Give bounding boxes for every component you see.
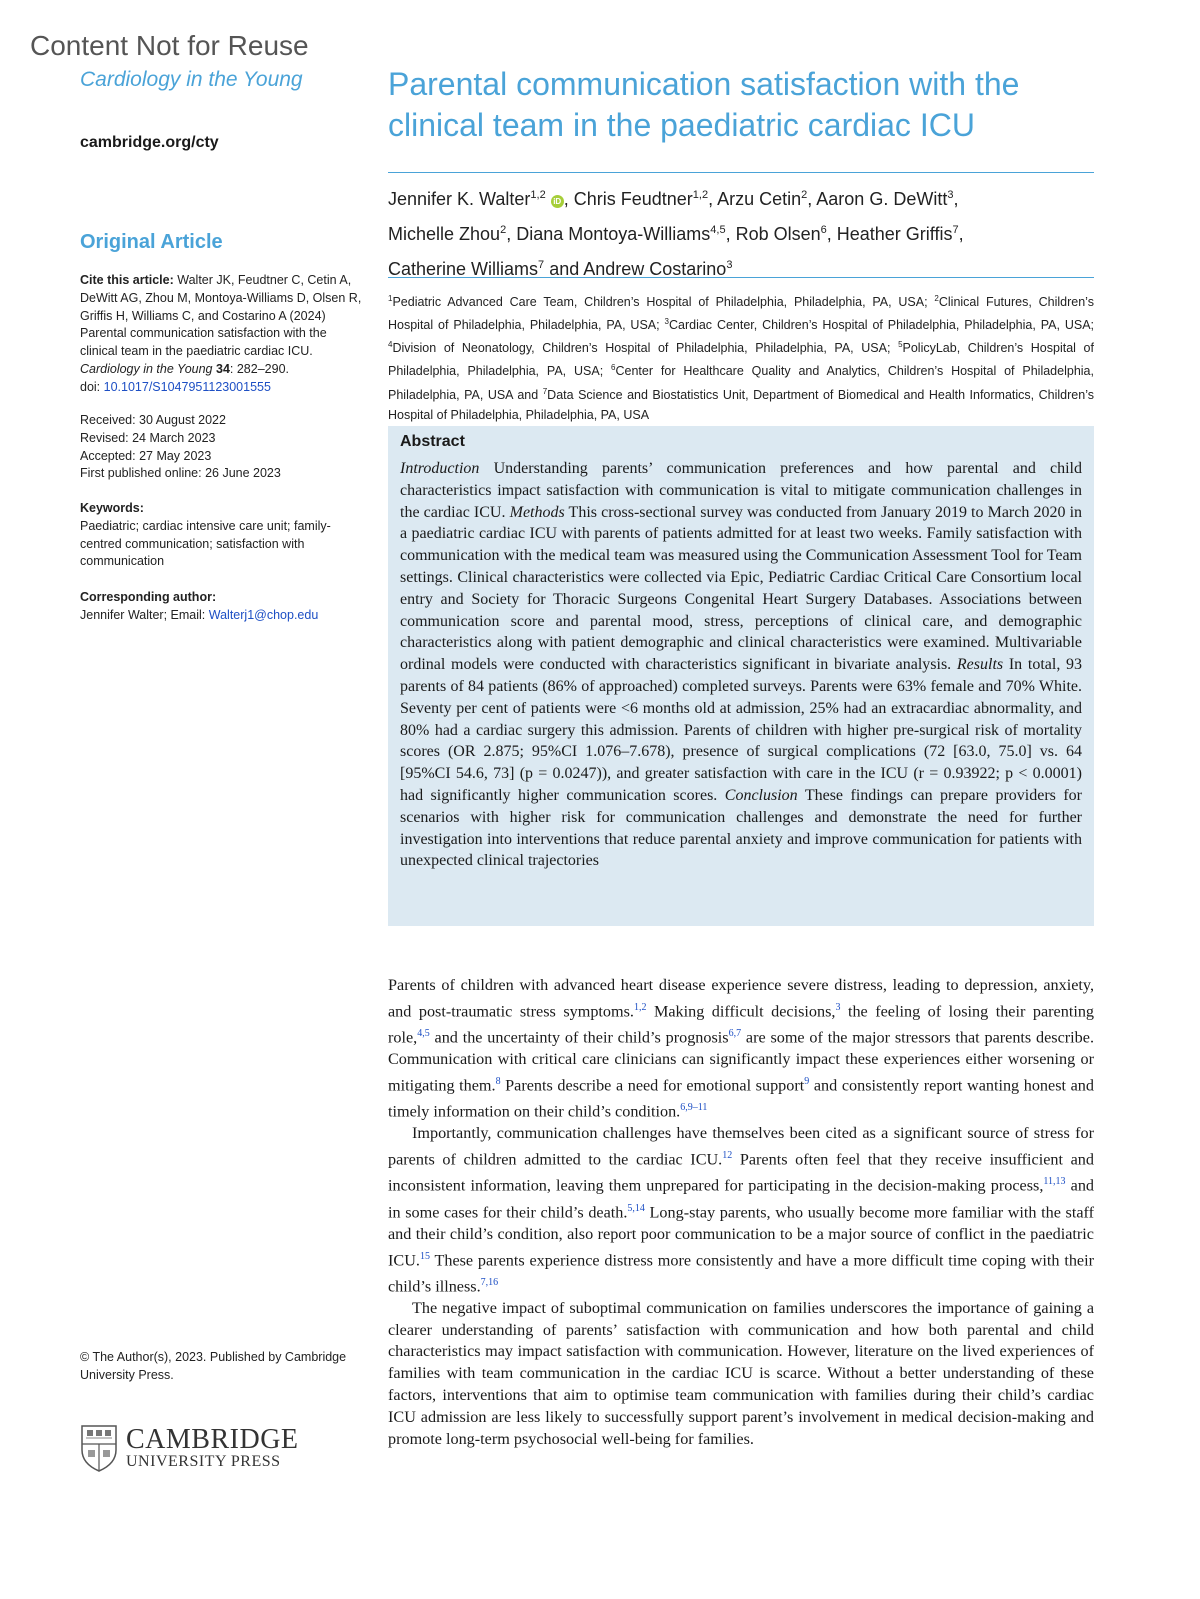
abstract-methods-label: Methods <box>509 503 565 521</box>
abstract-results-label: Results <box>956 656 1004 674</box>
corresponding-label: Corresponding author: <box>80 590 217 604</box>
body-text-run: Making difficult decisions, <box>646 1002 836 1021</box>
citation-ref[interactable]: 11,13 <box>1043 1176 1066 1188</box>
journal-site-url[interactable]: cambridge.org/cty <box>80 134 219 151</box>
author-name: Heather Griffis <box>836 224 953 244</box>
citation-ref[interactable]: 12 <box>722 1150 733 1162</box>
body-text-run: and in some cases for their child’s death. <box>388 1176 1095 1221</box>
logo-main-text: CAMBRIDGE <box>126 1424 299 1455</box>
author-affil-ref: 7 <box>538 259 545 271</box>
body-paragraph: The negative impact of suboptimal communication on families underscores the importance of gaining a clearer understanding of parents’ satisfaction with communication and how both parental and child characteristics may impact satisfaction with communication. However, literature on the lived experiences of families with team communication in the cardiac ICU is scarce. Without a better understanding of these factors, interventions that aim to optimise team communication with families during their child’s cardiac ICU admission are less likely to successfully support parent’s involvement in medical decision-making and promote long-term psychosocial well-being for families. <box>388 1298 1094 1448</box>
affil-number: 7 <box>542 386 548 396</box>
affiliations <box>388 289 1094 425</box>
watermark-text: Content Not for Reuse <box>30 30 309 61</box>
author-conjunction: and <box>549 259 580 279</box>
journal-name: Cardiology in the Young <box>80 68 303 91</box>
author-name: Arzu Cetin <box>717 189 802 209</box>
date-received: Received: 30 August 2022 <box>80 413 226 427</box>
abstract-heading: Abstract <box>400 433 465 450</box>
doi-link[interactable]: 10.1017/S1047951123001555 <box>103 379 271 394</box>
body-text-run: and consistently report wanting honest and timely information on their child’s condition. <box>388 1076 1094 1121</box>
abstract-intro: Understanding parents’ communication preferences and how parental and child characteristics impact satisfaction with communication is vital to mitigate communication challenges in the cardiac ICU. <box>400 460 1082 521</box>
cite-label: Cite this article: <box>80 273 174 287</box>
date-accepted: Accepted: 27 May 2023 <box>80 448 212 463</box>
title-divider <box>388 172 1094 173</box>
author-affil-ref: 1,2 <box>692 189 709 201</box>
cite-volume: 34 <box>216 361 230 376</box>
author-name: Andrew Costarino <box>583 259 727 279</box>
body-text-run: Parents of children with advanced heart disease experience severe distress, leading to depression, anxiety, and post-traumatic stress symptoms. <box>388 976 1094 1021</box>
cambridge-shield-icon <box>80 1424 118 1472</box>
keywords-block <box>80 500 365 571</box>
affiliation: Cardiac Center, Children’s Hospital of Philadelphia, Philadelphia, PA, USA; <box>668 318 1095 333</box>
affiliation: Pediatric Advanced Care Team, Children’s Hospital of Philadelphia, Philadelphia, PA, USA; <box>392 295 928 310</box>
citation-ref[interactable]: 5,14 <box>627 1202 645 1214</box>
logo-sub-text: UNIVERSITY PRESS <box>126 1453 281 1470</box>
author-affil-ref: 4,5 <box>710 224 726 236</box>
affiliation: PolicyLab, Children’s Hospital of Philadelphia, Philadelphia, PA, USA; <box>388 341 1094 379</box>
body-paragraph <box>388 975 1094 1123</box>
corresponding-email-link[interactable]: Walterj1@chop.edu <box>208 607 319 622</box>
citation-ref[interactable]: 6,9–11 <box>680 1102 708 1114</box>
author-name: Catherine Williams <box>388 259 539 279</box>
affil-number: 4 <box>388 340 393 350</box>
author-name: Rob Olsen <box>735 224 821 244</box>
affil-number: 6 <box>611 363 616 373</box>
author-name: Chris Feudtner <box>573 189 693 209</box>
author-name: Aaron G. DeWitt <box>816 189 948 209</box>
citation-ref[interactable]: 3 <box>835 1001 841 1013</box>
abstract-conclusion: These findings can prepare providers for scenarios with higher risk for communication challenges and demonstrate the need for further investigation into interventions that reduce parental anxiety and improve communication for patients with unexpected clinical trajectories <box>400 786 1082 870</box>
affil-number: 3 <box>664 317 669 327</box>
author-affil-ref: 1,2 <box>530 189 546 201</box>
citation-ref[interactable]: 1,2 <box>633 1001 647 1013</box>
author-affil-ref: 2 <box>500 224 507 236</box>
publisher-logo <box>80 1424 340 1474</box>
body-text-run: and the uncertainty of their child’s prognosis <box>429 1028 729 1047</box>
body-text-run: These parents experience distress more consistently and have a more difficult time coping with their child’s illness. <box>388 1250 1094 1296</box>
copyright-notice: © The Author(s), 2023. Published by Cambridge University Press. <box>80 1350 347 1382</box>
affiliation: Center for Healthcare Quality and Analytics, Children’s Hospital of Philadelphia, Philadelphia, PA, USA and <box>388 364 1094 402</box>
keywords-label: Keywords: <box>80 501 144 515</box>
citation-ref[interactable]: 9 <box>804 1075 810 1087</box>
date-revised: Revised: 24 March 2023 <box>80 430 216 445</box>
body-text-run: the feeling of losing their parenting role, <box>388 1002 1095 1047</box>
author-name: Diana Montoya-Williams <box>516 224 711 244</box>
cite-journal: Cardiology in the Young <box>80 361 213 376</box>
article-title: Parental communication satisfaction with the clinical team in the paediatric cardiac ICU <box>388 66 1020 143</box>
author-name: Jennifer K. Walter <box>388 189 531 209</box>
citation-ref[interactable]: 7,16 <box>480 1276 499 1288</box>
citation-block <box>80 272 365 397</box>
citation-ref[interactable]: 6,7 <box>728 1027 742 1039</box>
author-affil-ref: 3 <box>726 259 733 271</box>
abstract-box <box>388 426 1094 926</box>
author-affil-ref: 3 <box>947 189 954 201</box>
abstract-methods: This cross-sectional survey was conducted from January 2019 to March 2020 in a paediatric cardiac ICU with parents of patients admitted for at least two weeks. Family satisfaction with communication with the medical team was measured using the Communication Assessment Tool for Team settings. Clinical characteristics were collected via Epic, Pediatric Cardiac Critical Care Consortium local entry and Society for Thoracic Surgeons Congenital Heart Surgery Databases. Associations between communication score and parental mood, stress, perceptions of clinical care, and demographic characteristics along with patient demographic and clinical characteristics were examined. Multivariable ordinal models were conducted with characteristics significant in bivariate analysis. <box>400 503 1083 674</box>
abstract-intro-label: Introduction <box>400 460 480 477</box>
cite-text: Walter JK, Feudtner C, Cetin A, DeWitt AG, Zhou M, Montoya-Williams D, Olsen R, Griffis H, Williams C, and Costarino A (2024) Parental communication satisfaction with the clinical team in the paediatric cardiac ICU. <box>80 273 362 359</box>
abstract-results: In total, 93 parents of 84 patients (86% of approached) completed surveys. Parents were 63% female and 70% White. Seventy per cent of patients were <6 months old at admission, 25% had an extracardiac abnormality, and 80% had a cardiac surgery this admission. Parents of children with higher pre-surgical risk of mortality scores (OR 2.875; 95%CI 1.076–7.678), presence of surgical complications (72 [63.0, 75.0] vs. 64 [95%CI 54.6, 73] (p = 0.0247)), and greater satisfaction with care in the ICU (r = 0.93922; p < 0.0001) had significantly higher communication scores. <box>400 656 1083 804</box>
affiliation: Clinical Futures, Children’s Hospital of Philadelphia, Philadelphia, PA, USA; <box>388 295 1094 333</box>
abstract-conclusion-label: Conclusion <box>724 786 798 804</box>
author-name: Michelle Zhou <box>388 224 501 244</box>
body-text <box>388 975 1094 1450</box>
date-first-published: First published online: 26 June 2023 <box>80 466 281 481</box>
authors-divider <box>388 277 1094 278</box>
orcid-icon[interactable]: iD <box>551 195 564 208</box>
author-affil-ref: 6 <box>820 224 827 236</box>
author-affil-ref: 7 <box>952 224 959 236</box>
affil-number: 5 <box>898 340 903 350</box>
body-text-run: are some of the major stressors that parents describe. Communication with critical care clinicians can significantly impact these experiences either worsening or mitigating them. <box>388 1028 1094 1095</box>
citation-ref[interactable]: 8 <box>495 1075 501 1087</box>
body-text-run: Long-stay parents, who usually become more familiar with the staff and their child’s condition, also report poor communication to be a major source of conflict in the paediatric ICU. <box>388 1202 1095 1269</box>
affiliation: Division of Neonatology, Children’s Hospital of Philadelphia, Philadelphia, PA, USA; <box>392 341 891 356</box>
body-paragraph <box>388 1123 1094 1298</box>
author-affil-ref: 2 <box>801 189 808 201</box>
citation-ref[interactable]: 15 <box>419 1250 430 1262</box>
dates-block <box>80 412 365 483</box>
doi-label: doi: <box>80 379 101 394</box>
affil-number: 1 <box>388 294 393 303</box>
affil-number: 2 <box>934 294 939 303</box>
body-text-run: Importantly, communication challenges have themselves been cited as a significant source of stress for parents of children admitted to the cardiac ICU. <box>388 1124 1094 1169</box>
keywords-text: Paediatric; cardiac intensive care unit; family-centred communication; satisfaction with communication <box>80 518 331 569</box>
affiliation: Data Science and Biostatistics Unit, Department of Biomedical and Health Informatics, Children’s Hospital of Philadelphia, Philadelphia, PA, USA <box>388 387 1094 422</box>
citation-ref[interactable]: 4,5 <box>417 1027 430 1039</box>
abstract-body <box>400 458 1082 872</box>
author-list: Jennifer K. Walter$^{1,2}$ iD , Chris Feudtner$^{1,2}$, Arzu Cetin$^2$, Aaron G. DeWitt$^3$, Michelle Zhou$^2$, Diana Montoya-Williams$^{4,5}$, Rob Olsen$^6$, Heather Griffis$^7$, Catherine Williams$^7$ and Andrew Costarino$^3$ <box>388 189 964 279</box>
corresponding-block <box>80 589 365 625</box>
corresponding-text: Jennifer Walter; Email: <box>80 607 206 622</box>
body-text-run: Parents often feel that they receive insufficient and inconsistent information, leaving them unprepared for participating in the decision-making process, <box>388 1150 1094 1195</box>
body-text-run: Parents describe a need for emotional support <box>500 1076 805 1095</box>
cite-pages: : 282–290. <box>229 361 289 376</box>
article-type: Original Article <box>80 231 223 253</box>
